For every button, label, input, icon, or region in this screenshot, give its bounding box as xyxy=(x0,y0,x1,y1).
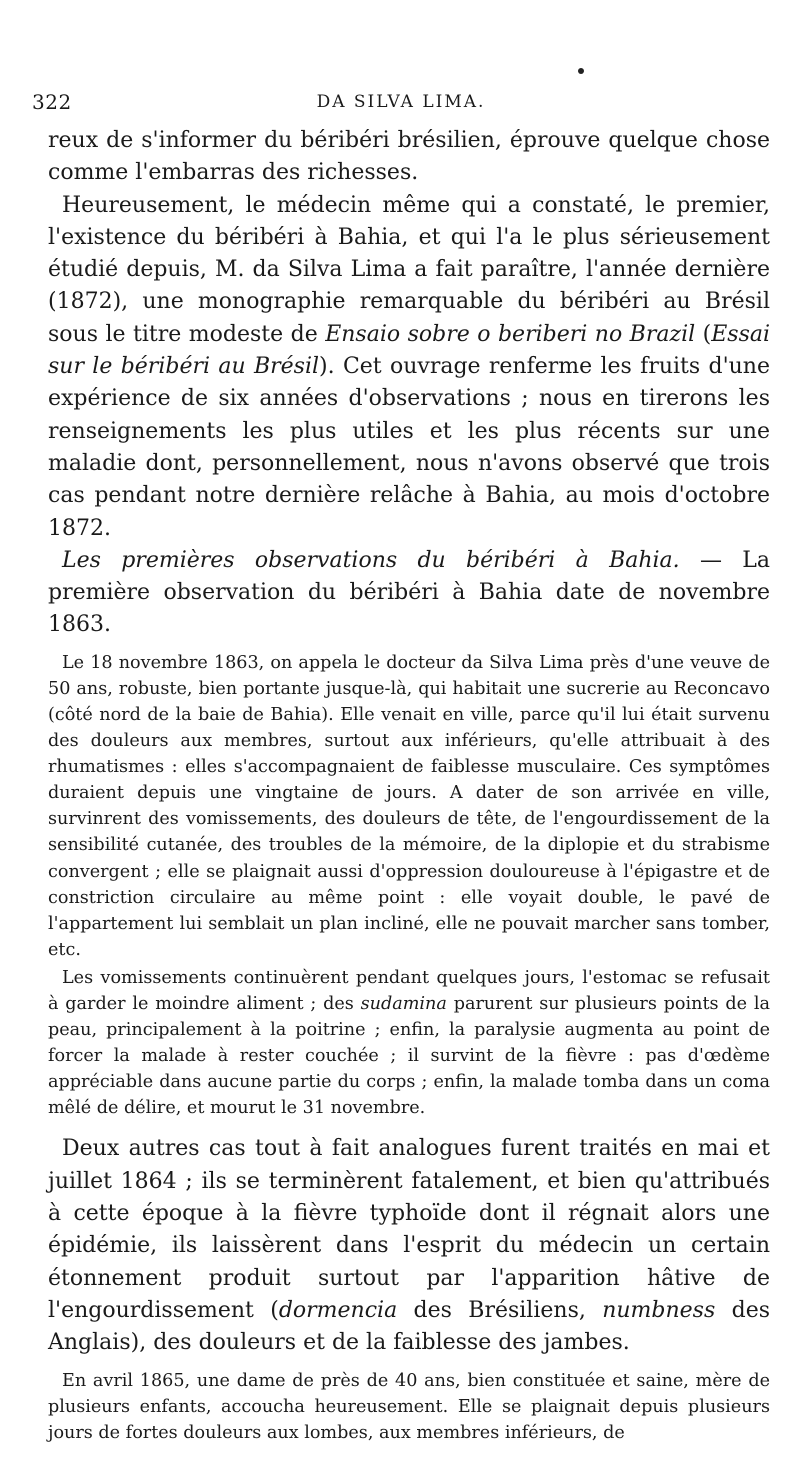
paragraph-text: parurent sur plusieurs points de la peau, principalement à la poitrine ; enfin, la paralysie augmenta au point de forcer la malade à rester couchée ; il survint de la fièvre : pas d'œdème appréciable dans aucune partie du corps ; enfin, la malade tomba dans un coma mêlé de délire, et mourut le 31 novembre. xyxy=(48,993,770,1119)
paragraph-2 xyxy=(48,190,770,545)
paragraph-text: — La première observation du béribéri à Bahia date de novembre 1863. xyxy=(48,547,771,638)
italic-text: dormencia xyxy=(278,1297,398,1323)
paragraph-text: Heureusement, le médecin même qui a constaté, le premier, l'existence du béribéri à Bahia, et qui l'a le plus sérieusement étudié depuis, M. da Silva Lima a fait paraître, l'année dernière (1872), une monographie remarquable du béribéri au Brésil sous le titre modeste de xyxy=(48,192,770,347)
italic-text: Les premières observations du béribéri à Bahia. xyxy=(62,547,680,573)
paragraph-3 xyxy=(48,545,770,642)
paragraph-text: des Brésiliens, xyxy=(397,1297,603,1323)
paragraph-7 xyxy=(48,1368,770,1446)
paragraph-text: ). Cet ouvrage renferme les fruits d'une expérience de six années d'observations ; nous en tirerons les renseignements les plus utiles et les plus récents sur une maladie dont, personnellement, nous n'avons observé que trois cas pendant notre dernière relâche à Bahia, au mois d'octobre 1872. xyxy=(48,354,771,541)
page-body xyxy=(48,125,770,1446)
page-header xyxy=(32,88,770,118)
paragraph-text: des Anglais), des douleurs et de la faiblesse des jambes. xyxy=(48,1297,770,1356)
paragraph-4 xyxy=(48,650,770,963)
page-number: 322 xyxy=(32,90,72,114)
paragraph-text: En avril 1865, une dame de près de 40 ans, bien constituée et saine, mère de plusieurs enfants, accoucha heureusement. Elle se plaignait depuis plusieurs jours de fortes douleurs aux lombes, aux membres inférieurs, de xyxy=(48,1370,770,1443)
paragraph-text: reux de s'informer du béribéri brésilien, éprouve quelque chose comme l'embarras des richesses. xyxy=(48,128,770,186)
paragraph-text: Les vomissements continuèrent pendant quelques jours, l'estomac se refusait à garder le moindre aliment ; des xyxy=(48,967,770,1014)
italic-text: Ensaio sobre o beriberi no Brazil xyxy=(325,321,696,347)
italic-text: numbness xyxy=(602,1297,716,1323)
paragraph-text: ( xyxy=(695,321,712,347)
italic-text: sudamina xyxy=(360,993,447,1014)
ink-dot xyxy=(578,68,584,74)
italic-text: Essai sur le béribéri au Brésil xyxy=(48,321,771,380)
paragraph-text: Le 18 novembre 1863, on appela le docteur da Silva Lima près d'une veuve de 50 ans, robuste, bien portante jusque-là, qui habitait une sucrerie au Reconcavo (côté nord de la baie de Bahia). Elle venait en ville, parce qu'il lui était survenu des douleurs aux membres, surtout aux inférieurs, qu'elle attribuait à des rhumatismes : elles s'accompagnaient de faiblesse musculaire. Ces symptômes duraient depuis une vingtaine de jours. A dater de son arrivée en ville, survinrent des vomissements, des douleurs de tête, de l'engourdissement de la sensibilité cutanée, des troubles de la mémoire, de la diplopie et du strabisme convergent ; elle se plaignait aussi d'oppression douloureuse à l'épigastre et de constriction circulaire au même point : elle voyait double, le pavé de l'appartement lui semblait un plan incliné, elle ne pouvait marcher sans tomber, etc. xyxy=(48,652,770,960)
paragraph-5 xyxy=(48,965,770,1122)
paragraph-6 xyxy=(48,1133,770,1359)
paragraph-1 xyxy=(48,125,770,190)
running-head: DA SILVA LIMA. xyxy=(316,92,486,112)
paragraph-text: Deux autres cas tout à fait analogues furent traités en mai et juillet 1864 ; ils se terminèrent fatalement, et bien qu'attribués à cette époque à la fièvre typhoïde dont il régnait alors une épidémie, ils laissèrent dans l'esprit du médecin un certain étonnement produit surtout par l'apparition hâtive de l'engourdissement ( xyxy=(48,1136,770,1323)
